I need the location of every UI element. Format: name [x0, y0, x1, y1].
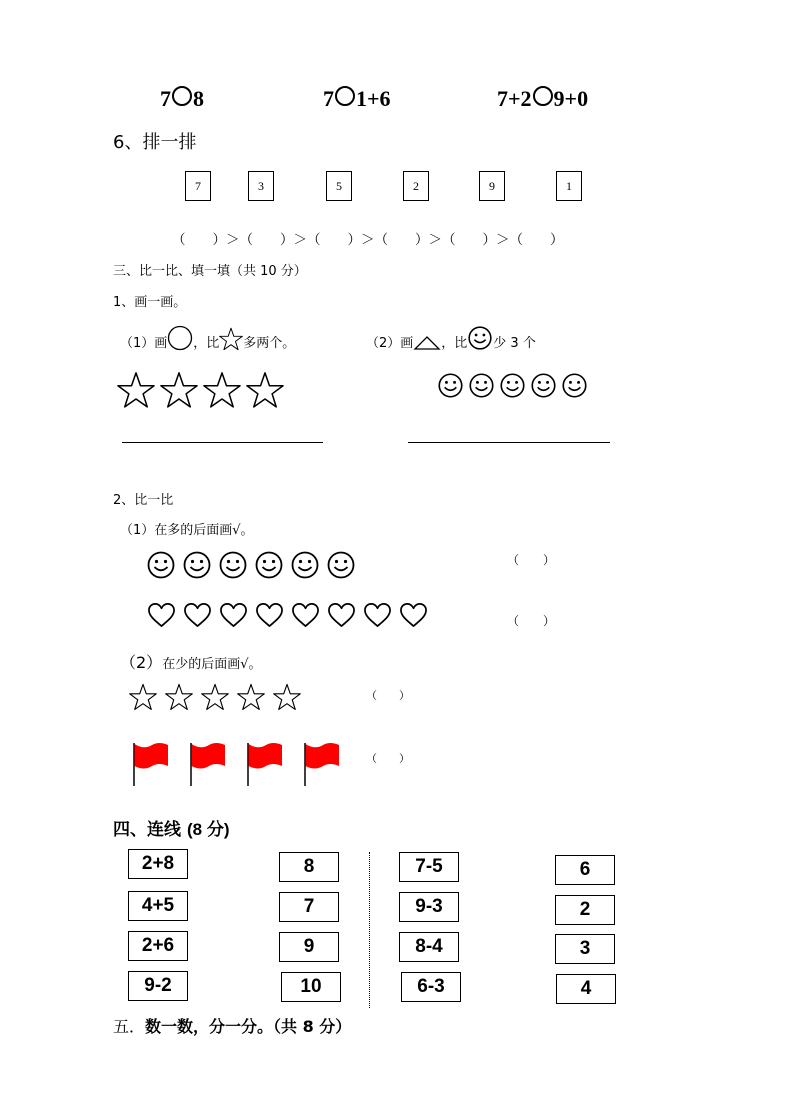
smiley-icon: [561, 372, 588, 399]
heart-icon: [183, 602, 212, 629]
compare-item-3: [497, 86, 588, 112]
q1-part2-text-c: 少 3 个: [493, 336, 536, 351]
star-icon: [165, 683, 193, 711]
heart-icon: [147, 602, 176, 629]
number-card: 9: [479, 171, 505, 201]
smiley-icon: [182, 550, 212, 580]
dotted-divider: [369, 852, 370, 1008]
match-box-number[interactable]: 4: [556, 974, 616, 1004]
q2-part2-text: 在少的后面画√。: [162, 657, 262, 672]
star-icon: [273, 683, 301, 711]
compare-right: 1+6: [356, 86, 391, 111]
match-box-expression[interactable]: 2+8: [128, 849, 188, 879]
match-box-number[interactable]: 10: [281, 972, 341, 1002]
compare-left: 7+2: [497, 86, 532, 111]
smiley-row: [437, 372, 588, 399]
section5-title: [113, 1014, 351, 1037]
star-icon: [219, 327, 243, 351]
red-flag-icon: [302, 741, 342, 787]
star-compare-row: [129, 683, 301, 711]
circle-icon: [167, 325, 193, 351]
star-icon: [246, 371, 284, 409]
smiley-icon: [468, 372, 495, 399]
section3-title: 三、比一比、填一填（共 10 分）: [113, 264, 307, 279]
q2-part1-instruction: （1）在多的后面画√。: [120, 523, 254, 538]
smiley-icon: [437, 372, 464, 399]
match-box-number[interactable]: 3: [555, 934, 615, 964]
q1-part2-text-b: ，比: [441, 336, 468, 351]
compare-circle-blank[interactable]: [533, 86, 553, 106]
match-box-expression[interactable]: 8-4: [399, 932, 459, 962]
compare-left: 7: [323, 86, 334, 111]
section4-score: (8 分): [187, 820, 230, 839]
q2-part2-number: （2）: [120, 653, 163, 672]
match-box-number[interactable]: 2: [555, 895, 615, 925]
section6-title: 6、排一排: [113, 132, 197, 153]
match-box-expression[interactable]: 7-5: [399, 852, 459, 882]
compare-item-1: [160, 86, 204, 112]
smiley-compare-row: [146, 550, 356, 580]
heart-icon: [255, 602, 284, 629]
red-flag-icon: [188, 741, 228, 787]
q1-part1-text-a: （1）画: [120, 336, 168, 351]
q1-part1-text-c: 多两个。: [243, 336, 296, 351]
q1-part1-instruction: [120, 325, 295, 351]
heart-icon: [291, 602, 320, 629]
compare-item-2: [323, 86, 391, 112]
drawing-answer-line-2[interactable]: [408, 442, 610, 443]
star-icon: [201, 683, 229, 711]
heart-icon: [363, 602, 392, 629]
match-box-number[interactable]: 8: [279, 852, 339, 882]
match-box-number[interactable]: 9: [279, 932, 339, 962]
q2-title: 2、比一比: [113, 493, 174, 508]
red-flag-icon: [245, 741, 285, 787]
star-icon: [129, 683, 157, 711]
q2-part2-instruction: [120, 650, 261, 673]
drawing-answer-line-1[interactable]: [122, 442, 323, 443]
match-box-expression[interactable]: 6-3: [401, 972, 461, 1002]
star-icon: [160, 371, 198, 409]
match-box-expression[interactable]: 2+6: [128, 931, 188, 961]
star-icon: [117, 371, 155, 409]
star-icon: [237, 683, 265, 711]
compare-right: 9+0: [553, 86, 589, 111]
triangle-icon: [413, 335, 441, 351]
q1-title: 1、画一画。: [113, 295, 187, 310]
section5-number: 五．: [113, 1017, 146, 1036]
smiley-icon: [290, 550, 320, 580]
heart-icon: [219, 602, 248, 629]
compare-circle-blank[interactable]: [335, 86, 355, 106]
check-answer-paren[interactable]: （ ）: [507, 553, 556, 567]
number-card: 2: [403, 171, 429, 201]
star-icon: [203, 371, 241, 409]
match-box-number[interactable]: 6: [555, 855, 615, 885]
compare-right: 8: [193, 86, 204, 111]
section4-title: [113, 815, 230, 840]
number-card: 3: [248, 171, 274, 201]
section4-title-text: 四、连线: [113, 820, 181, 840]
match-box-expression[interactable]: 9-2: [128, 971, 188, 1001]
q1-part2-text-a: （2）画: [366, 336, 414, 351]
smiley-icon: [530, 372, 557, 399]
red-flag-icon: [131, 741, 171, 787]
smiley-icon: [467, 325, 493, 351]
compare-circle-blank[interactable]: [172, 86, 192, 106]
check-answer-paren[interactable]: （ ）: [366, 689, 410, 702]
smiley-icon: [146, 550, 176, 580]
check-answer-paren[interactable]: （ ）: [507, 614, 556, 628]
heart-icon: [399, 602, 428, 629]
q1-part2-instruction: [366, 325, 536, 351]
number-card: 1: [556, 171, 582, 201]
heart-icon: [327, 602, 356, 629]
compare-left: 7: [160, 86, 171, 111]
check-answer-paren[interactable]: （ ）: [366, 752, 410, 765]
order-answer-line[interactable]: （ ）＞（ ）＞（ ）＞（ ）＞（ ）＞（ ）: [172, 232, 564, 248]
section5-title-text: 数一数，分一分。（共 8 分）: [145, 1017, 352, 1036]
number-card: 5: [326, 171, 352, 201]
match-box-expression[interactable]: 4+5: [128, 891, 188, 921]
flag-compare-row: [131, 741, 342, 787]
q1-part1-text-b: ，比: [193, 336, 220, 351]
number-card: 7: [185, 171, 211, 201]
smiley-icon: [326, 550, 356, 580]
smiley-icon: [499, 372, 526, 399]
heart-compare-row: [147, 602, 428, 629]
smiley-icon: [254, 550, 284, 580]
smiley-icon: [218, 550, 248, 580]
star-row-large: [117, 371, 284, 409]
match-box-expression[interactable]: 9-3: [399, 892, 459, 922]
match-box-number[interactable]: 7: [279, 892, 339, 922]
